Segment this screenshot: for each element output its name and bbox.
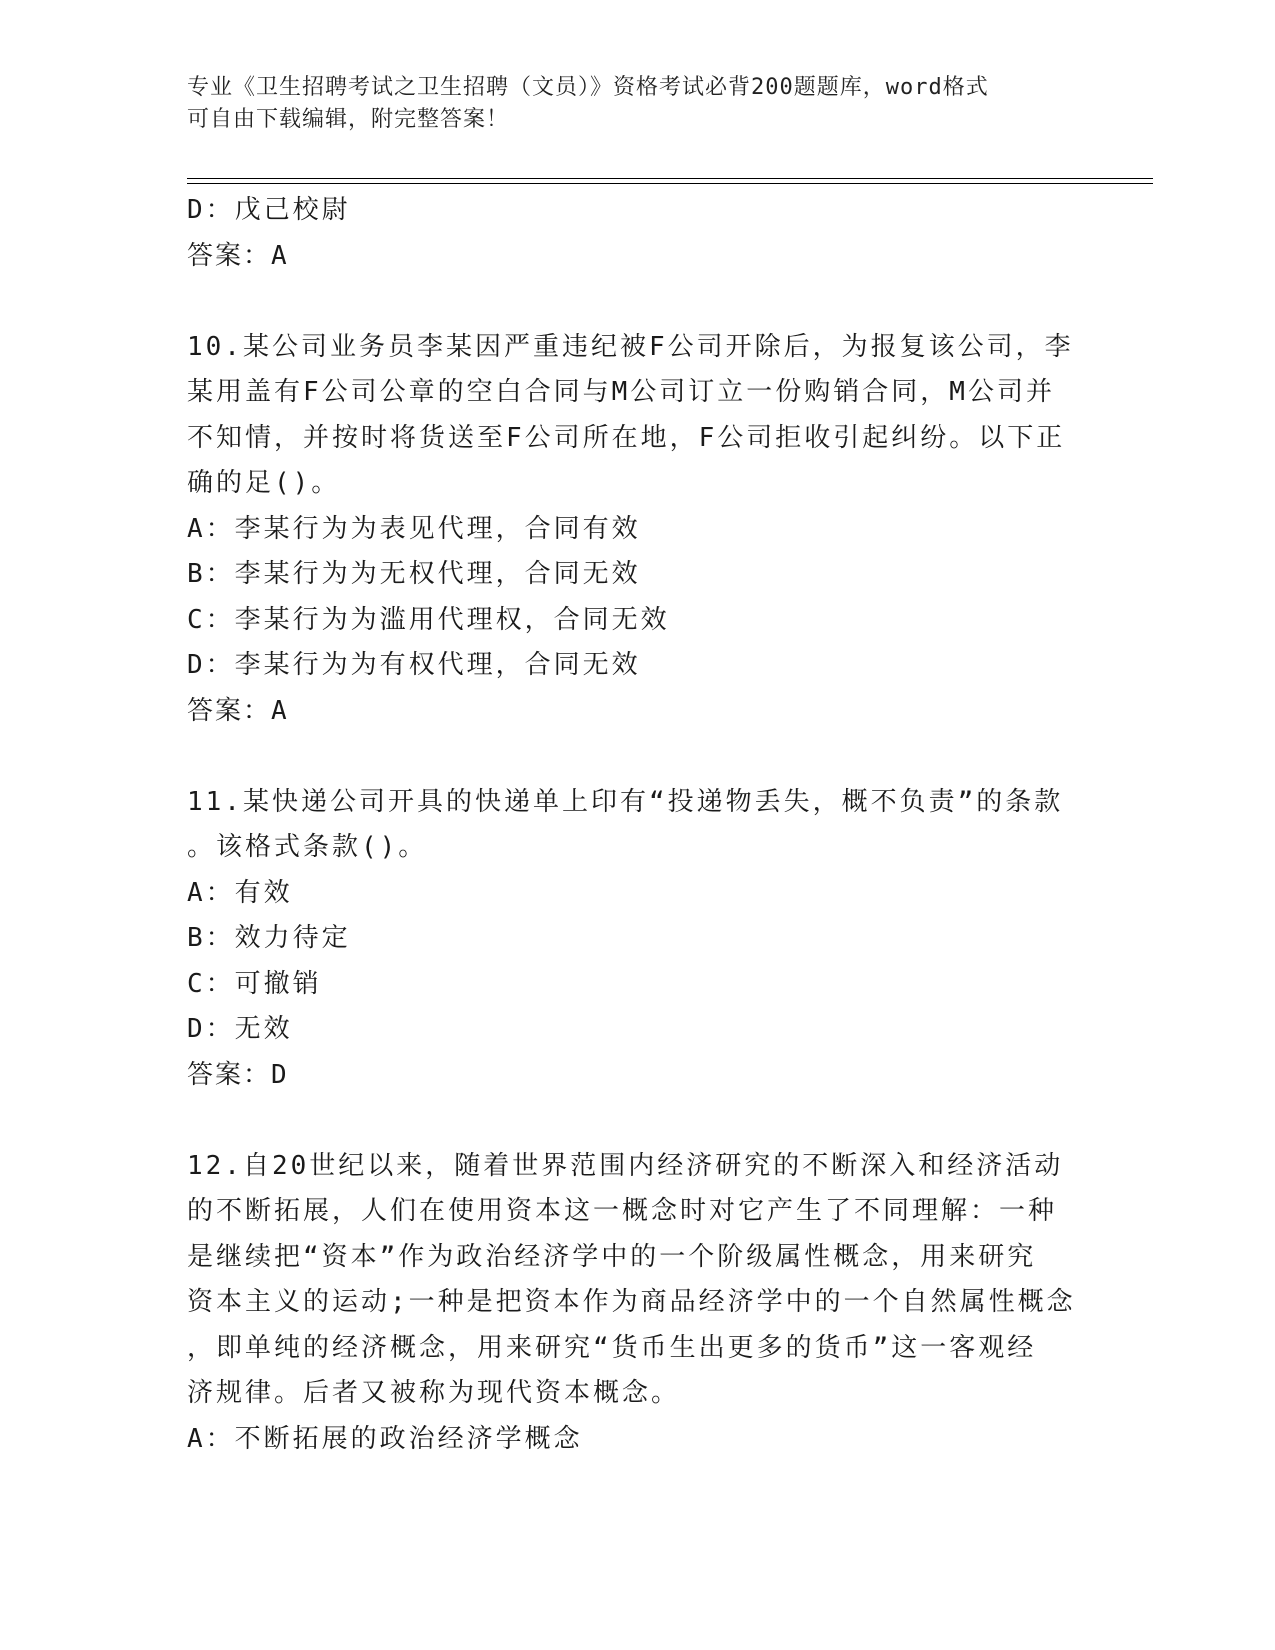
option-d: D：戊己校尉 <box>187 195 351 225</box>
answer-line: 答案：D <box>187 1059 289 1090</box>
question-10 <box>187 325 1087 735</box>
document-body <box>187 188 1087 1462</box>
question-stem-line: 10.某公司业务员李某因严重违纪被F公司开除后，为报复该公司，李 <box>187 331 1074 362</box>
document-header <box>187 72 1087 136</box>
header-title-line-1: 专业《卫生招聘考试之卫生招聘（文员）》资格考试必背200题题库，word格式 <box>187 75 989 100</box>
option-b: B：效力待定 <box>187 923 351 953</box>
header-title-line-2: 可自由下载编辑，附完整答案！ <box>187 107 510 132</box>
option-b: B：李某行为为无权代理，合同无效 <box>187 559 641 589</box>
question-stem-line: 的不断拓展，人们在使用资本这一概念时对它产生了不同理解：一种 <box>187 1196 1058 1226</box>
option-a: A：有效 <box>187 877 293 908</box>
option-d: D：李某行为为有权代理，合同无效 <box>187 650 641 680</box>
answer-line: 答案：A <box>187 695 289 726</box>
question-12 <box>187 1144 1087 1463</box>
spacer <box>187 734 1087 780</box>
header-rule-top <box>187 178 1153 179</box>
question-stem-line: 济规律。后者又被称为现代资本概念。 <box>187 1378 681 1408</box>
answer-line: 答案：A <box>187 240 289 271</box>
option-c: C：可撤销 <box>187 968 322 999</box>
question-stem-line: ，即单纯的经济概念，用来研究“货币生出更多的货币”这一客观经 <box>187 1332 1037 1363</box>
spacer <box>187 279 1087 325</box>
option-a: A：不断拓展的政治经济学概念 <box>187 1423 583 1454</box>
question-stem-line: 是继续把“资本”作为政治经济学中的一个阶级属性概念，用来研究 <box>187 1241 1037 1272</box>
question-stem-line: 12.自20世纪以来，随着世界范围内经济研究的不断深入和经济活动 <box>187 1150 1064 1181</box>
header-rule-bottom <box>187 183 1153 184</box>
question-stem-line: 不知情，并按时将货送至F公司所在地，F公司拒收引起纠纷。以下正 <box>187 422 1066 453</box>
option-d: D：无效 <box>187 1014 293 1044</box>
question-stem-line: 11.某快递公司开具的快递单上印有“投递物丢失，概不负责”的条款 <box>187 786 1064 817</box>
question-stem-line: 。该格式条款()。 <box>187 832 428 862</box>
question-stem-line: 某用盖有F公司公章的空白合同与M公司订立一份购销合同，M公司并 <box>187 377 1055 407</box>
question-stem-line: 资本主义的运动;一种是把资本作为商品经济学中的一个自然属性概念 <box>187 1287 1076 1317</box>
option-a: A：李某行为为表见代理，合同有效 <box>187 513 641 544</box>
spacer <box>187 1098 1087 1144</box>
question-9-tail <box>187 188 1087 279</box>
question-11 <box>187 780 1087 1099</box>
option-c: C：李某行为为滥用代理权，合同无效 <box>187 604 670 635</box>
question-stem-line: 确的足()。 <box>187 468 341 498</box>
